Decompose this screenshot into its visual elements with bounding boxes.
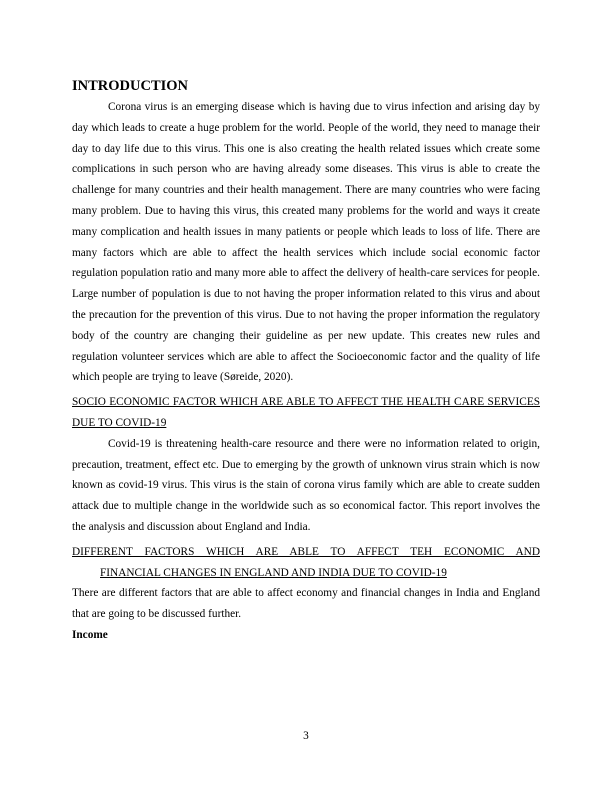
section2-paragraph: There are different factors that are able to affect economy and financial changes in India and England that are going to be discussed further. [72,587,540,621]
section2-heading [72,542,540,584]
section2-heading-line1: DIFFERENT FACTORS WHICH ARE ABLE TO AFFECT TEH ECONOMIC AND [72,545,540,558]
section1-heading: SOCIO ECONOMIC FACTOR WHICH ARE ABLE TO AFFECT THE HEALTH CARE SERVICES DUE TO COVID-19 [72,396,540,429]
income-subheading: Income [72,628,108,641]
section1-paragraph: Covid-19 is threatening health-care resource and there were no information related to origin, precaution, treatment, effect etc. Due to emerging by the growth of unknown virus strain which is now known as covid-19 virus. This virus is the stain of corona virus family which are able to create sudden attack due to multiple change in the worldwide such as so economical factor. This report involves the the analysis and discussion about England and India. [72,437,540,533]
intro-heading: INTRODUCTION [72,78,189,94]
page-number: 3 [303,730,309,742]
intro-paragraph: Corona virus is an emerging disease which is having due to virus infection and arising day by day which leads to create a huge problem for the world. People of the world, they need to manage their day to day life due to this virus. This one is also creating the health related issues which create some complications in such person who are having already some diseases. This virus is able to create the challenge for many countries and their health management. There are many countries who were facing many problem. Due to having this virus, this created many problems for the world and ways it create many complication and health issues in many patients or people which leads to loss of life. There are many factors which are able to affect the health services which include social economic factor regulation population ratio and many more able to affect the delivery of health-care services for people. Large number of population is due to not having the proper information related to this virus and about the precaution for the prevention of this virus. Due to not having the proper information the regulatory body of the country are changing their guideline as per new update. This creates new rules and regulation volunteer services which are able to affect the Socioeconomic factor and the quality of life which people are trying to leave (Søreide, 2020). [72,101,540,384]
section2-heading-line2: FINANCIAL CHANGES IN ENGLAND AND INDIA DUE TO COVID-19 [100,566,447,579]
document-body [72,76,540,646]
